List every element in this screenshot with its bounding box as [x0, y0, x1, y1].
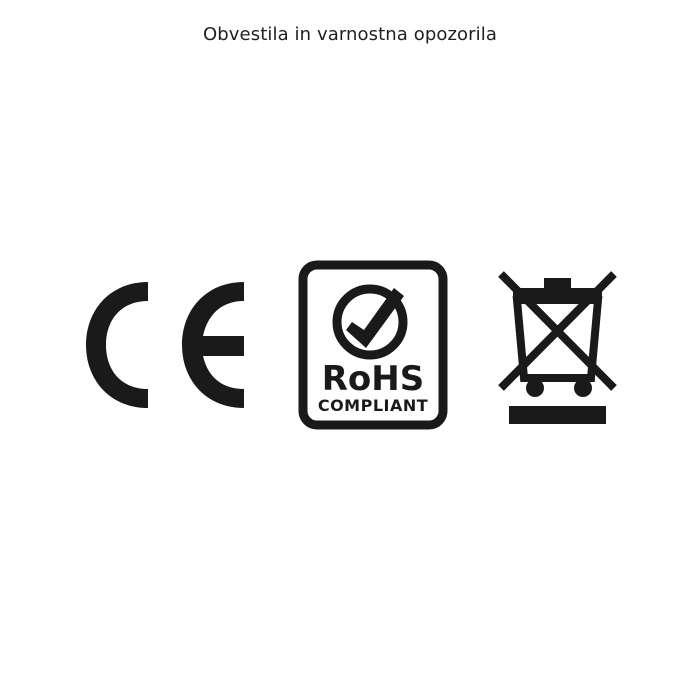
ce-mark-symbol	[80, 270, 250, 420]
compliance-symbol-row	[80, 255, 620, 435]
weee-mark-symbol	[495, 260, 620, 430]
rohs-compliant-icon	[298, 260, 448, 430]
page-title: Obvestila in varnostna opozorila	[203, 24, 497, 45]
weee-crossed-out-wheelie-bin-icon	[495, 260, 620, 430]
svg-text:RoHS: RoHS	[321, 359, 424, 399]
svg-text:COMPLIANT: COMPLIANT	[317, 396, 428, 415]
rohs-mark-symbol	[298, 260, 448, 430]
ce-marking-icon	[80, 270, 250, 420]
